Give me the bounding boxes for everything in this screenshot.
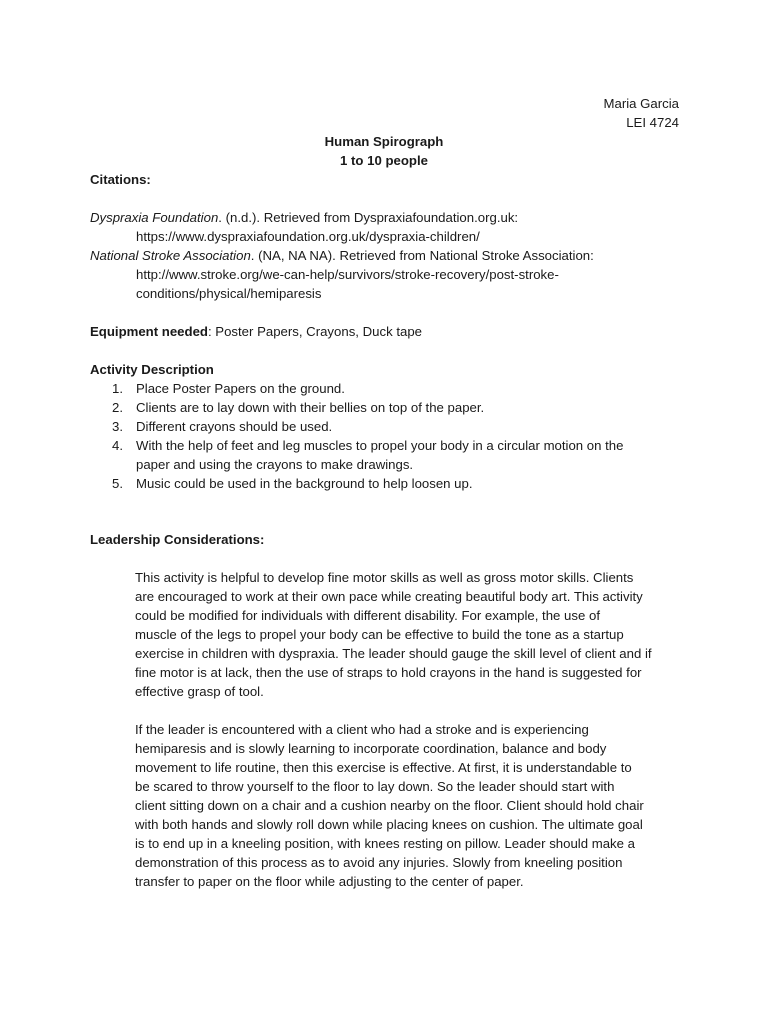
citations-heading: Citations: bbox=[90, 172, 151, 187]
citation-detail: . (n.d.). Retrieved from Dyspraxiafoundation.org.uk: bbox=[218, 210, 519, 225]
list-item bbox=[90, 417, 690, 436]
citation-entry bbox=[90, 246, 690, 265]
title-line-1: Human Spirograph bbox=[324, 134, 444, 149]
citation-source: Dyspraxia Foundation bbox=[90, 210, 219, 225]
step-number: 5. bbox=[112, 476, 123, 491]
paragraph-line: be scared to throw yourself to the floor to lay down. So the leader should start with bbox=[135, 779, 615, 794]
step-text: Clients are to lay down with their bellies on top of the paper. bbox=[136, 400, 485, 415]
title-line-2: 1 to 10 people bbox=[340, 153, 428, 168]
list-item bbox=[90, 398, 690, 417]
document-title bbox=[0, 132, 768, 170]
citation-detail: . (NA, NA NA). Retrieved from National Stroke Association: bbox=[250, 248, 594, 263]
step-text: Different crayons should be used. bbox=[136, 419, 333, 434]
leadership-paragraph-2 bbox=[135, 720, 681, 891]
equipment-label: Equipment needed bbox=[90, 324, 208, 339]
paragraph-line: If the leader is encountered with a client who had a stroke and is experiencing bbox=[135, 722, 589, 737]
paragraph-line: muscle of the legs to propel your body can be effective to build the tone as a startup bbox=[135, 627, 624, 642]
citation-url: http://www.stroke.org/we-can-help/survivors/stroke-recovery/post-stroke- bbox=[136, 267, 559, 282]
leadership-heading: Leadership Considerations: bbox=[90, 532, 265, 547]
step-text-continued: paper and using the crayons to make drawings. bbox=[136, 457, 414, 472]
list-item bbox=[90, 436, 690, 474]
equipment-line bbox=[90, 322, 690, 341]
step-text: Music could be used in the background to help loosen up. bbox=[136, 476, 473, 491]
leadership-paragraph-1 bbox=[135, 568, 681, 701]
author-header bbox=[604, 94, 679, 132]
step-number: 2. bbox=[112, 400, 123, 415]
paragraph-line: exercise in children with dyspraxia. The leader should gauge the skill level of client and if bbox=[135, 646, 652, 661]
step-number: 3. bbox=[112, 419, 123, 434]
paragraph-line: This activity is helpful to develop fine motor skills as well as gross motor skills. Clients bbox=[135, 570, 634, 585]
activity-steps bbox=[90, 379, 690, 493]
step-number: 4. bbox=[112, 438, 123, 453]
citation-entry bbox=[90, 208, 690, 227]
paragraph-line: movement to life routine, then this exercise is effective. At first, it is understandable to bbox=[135, 760, 632, 775]
paragraph-line: client sitting down on a chair and a cushion nearby on the floor. Client should hold chair bbox=[135, 798, 644, 813]
citation-url: conditions/physical/hemiparesis bbox=[136, 286, 322, 301]
citations-section bbox=[90, 170, 690, 189]
equipment-value: : Poster Papers, Crayons, Duck tape bbox=[207, 324, 422, 339]
paragraph-line: hemiparesis and is slowly learning to incorporate coordination, balance and body bbox=[135, 741, 607, 756]
paragraph-line: is to end up in a kneeling position, with knees resting on pillow. Leader should make a bbox=[135, 836, 635, 851]
step-text: With the help of feet and leg muscles to propel your body in a circular motion on the bbox=[136, 438, 624, 453]
list-item bbox=[90, 379, 690, 398]
paragraph-line: fine motor is at lack, then the use of straps to hold crayons in the hand is suggested for bbox=[135, 665, 642, 680]
leadership-heading-block bbox=[90, 530, 690, 549]
citation-url: https://www.dyspraxiafoundation.org.uk/dyspraxia-children/ bbox=[136, 229, 480, 244]
citation-list bbox=[90, 208, 690, 303]
paragraph-line: could be modified for individuals with different disability. For example, the use of bbox=[135, 608, 600, 623]
paragraph-line: effective grasp of tool. bbox=[135, 684, 264, 699]
step-number: 1. bbox=[112, 381, 123, 396]
activity-section bbox=[90, 360, 690, 493]
paragraph-line: are encouraged to work at their own pace while creating beautiful body art. This activity bbox=[135, 589, 643, 604]
paragraph-line: with both hands and slowly roll down while placing knees on cushion. The ultimate goal bbox=[135, 817, 643, 832]
paragraph-line: transfer to paper on the floor while adjusting to the center of paper. bbox=[135, 874, 524, 889]
list-item bbox=[90, 474, 690, 493]
citation-source: National Stroke Association bbox=[90, 248, 251, 263]
paragraph-line: demonstration of this process as to avoid any injuries. Slowly from kneeling position bbox=[135, 855, 623, 870]
step-text: Place Poster Papers on the ground. bbox=[136, 381, 345, 396]
author-name: Maria Garcia bbox=[603, 96, 679, 111]
activity-heading: Activity Description bbox=[90, 362, 214, 377]
course-code: LEI 4724 bbox=[626, 115, 679, 130]
